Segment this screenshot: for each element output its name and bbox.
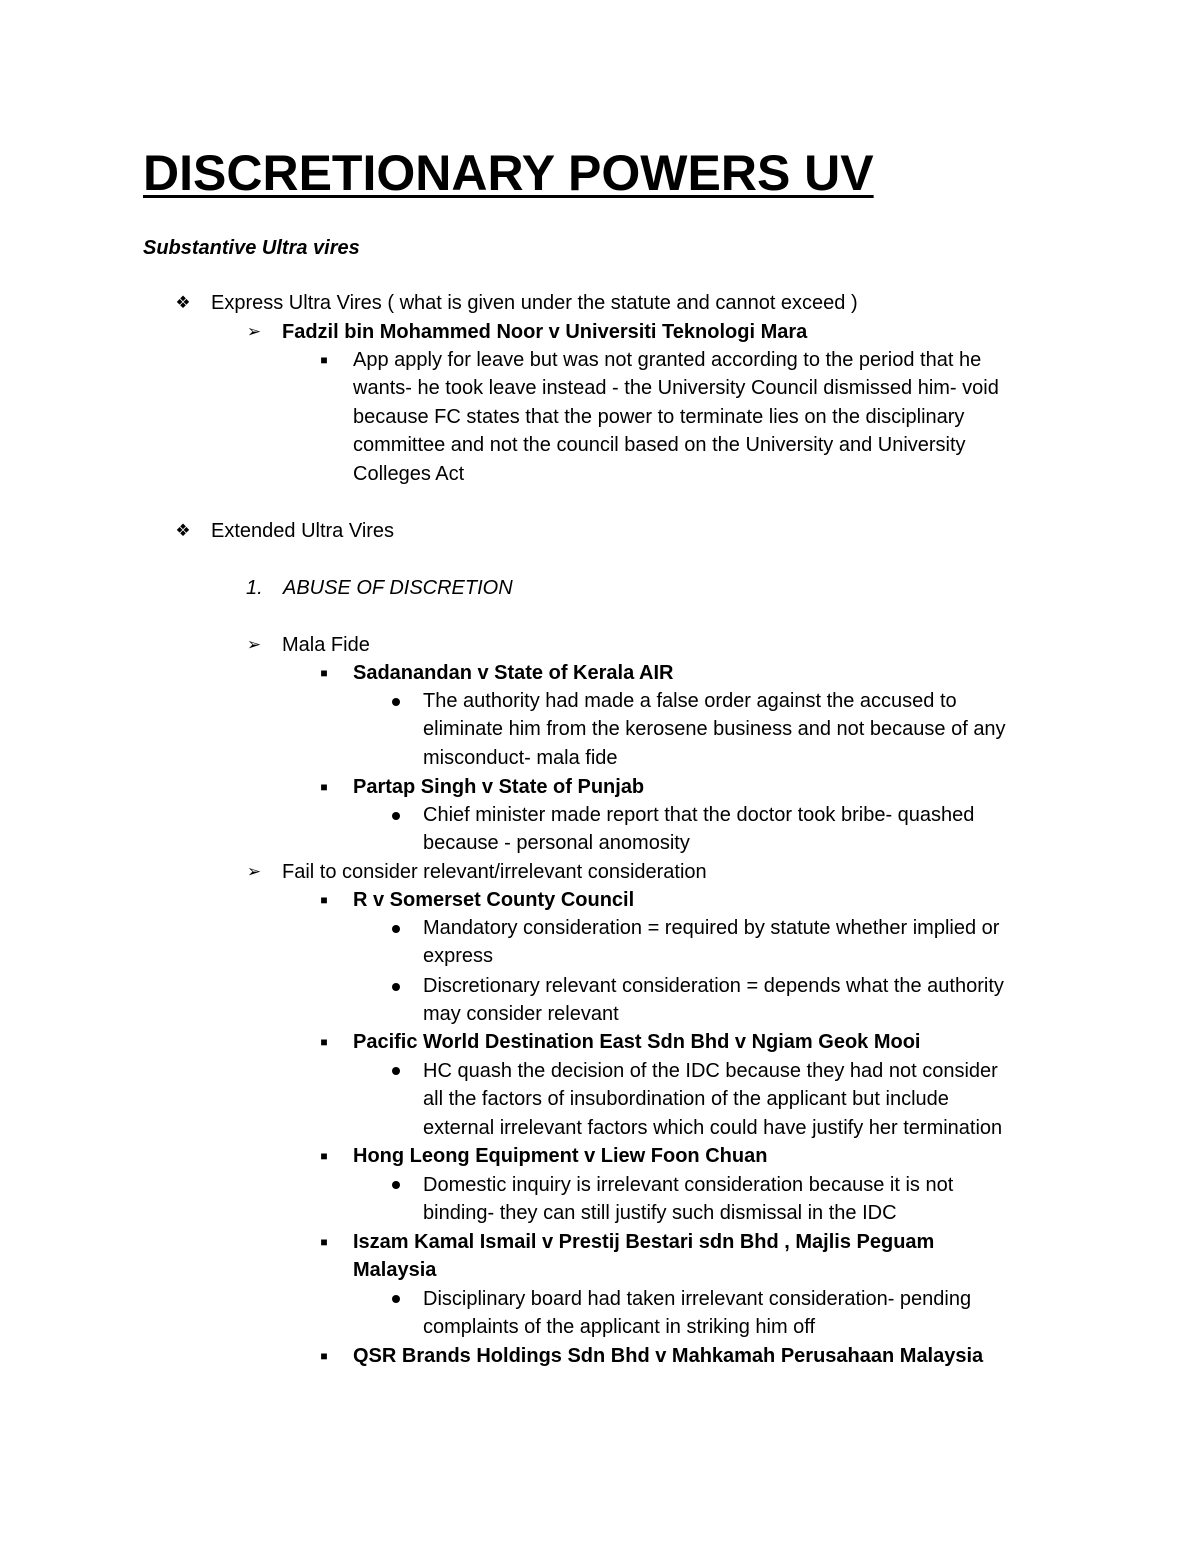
note-line: binding- they can still justify such dismissal in the IDC <box>423 1202 897 1225</box>
note-line: misconduct- mala fide <box>423 746 618 769</box>
dot-bullet-icon <box>392 925 400 933</box>
note-line: committee and not the council based on the University and University <box>353 434 966 457</box>
diamond-bullet-icon: ❖ <box>175 521 191 540</box>
note-line: Colleges Act <box>353 462 465 485</box>
note-line: HC quash the decision of the IDC because they had not consider <box>423 1060 998 1082</box>
subsection-heading: ABUSE OF DISCRETION <box>283 577 513 599</box>
note-line: Disciplinary board had taken irrelevant consideration- pending <box>423 1288 972 1310</box>
arrow-bullet-icon: ➢ <box>246 322 262 341</box>
case-note <box>423 1057 1123 1142</box>
note-line: The authority had made a false order against the accused to <box>423 690 957 712</box>
square-bullet-icon: ■ <box>320 1035 328 1049</box>
mala-fide-heading: Mala Fide <box>282 634 370 656</box>
note-line: because - personal anomosity <box>423 832 690 855</box>
case-note <box>423 1171 1103 1228</box>
case-name-partap: Partap Singh v State of Punjab <box>353 776 645 798</box>
case-name-fadzil: Fadzil bin Mohammed Noor v Universiti Teknologi Mara <box>282 321 808 343</box>
note-line: external irrelevant factors which could have justify her termination <box>423 1116 1003 1139</box>
dot-bullet-icon <box>392 1181 400 1189</box>
dot-bullet-icon <box>392 812 400 820</box>
case-name-iszam <box>353 1228 1073 1285</box>
case-note <box>423 801 1103 858</box>
dot-bullet-icon <box>392 1067 400 1075</box>
case-note <box>423 1285 1103 1342</box>
square-bullet-icon: ■ <box>320 1149 328 1163</box>
arrow-bullet-icon: ➢ <box>246 635 262 654</box>
case-name-pacific-world: Pacific World Destination East Sdn Bhd v Ngiam Geok Mooi <box>353 1031 921 1053</box>
arrow-bullet-icon: ➢ <box>246 862 262 881</box>
note-line: Discretionary relevant consideration = depends what the authority <box>423 975 1004 997</box>
note-line: may consider relevant <box>423 1003 619 1026</box>
case-note <box>423 972 1103 1029</box>
note-line: wants- he took leave instead - the University Council dismissed him- void <box>353 377 999 400</box>
case-name-line: Iszam Kamal Ismail v Prestij Bestari sdn Bhd , Majlis Peguam <box>353 1231 935 1253</box>
note-line: complaints of the applicant in striking him off <box>423 1316 816 1339</box>
note-line: because FC states that the power to terminate lies on the disciplinary <box>353 405 965 428</box>
note-line: Mandatory consideration = required by statute whether implied or <box>423 917 1000 939</box>
square-bullet-icon: ■ <box>320 1349 328 1363</box>
square-bullet-icon: ■ <box>320 353 328 367</box>
extended-heading: Extended Ultra Vires <box>211 520 395 542</box>
case-name-sadanandan: Sadanandan v State of Kerala AIR <box>353 662 674 684</box>
note-line: all the factors of insubordination of the applicant but include <box>423 1088 949 1111</box>
note-line: Domestic inquiry is irrelevant consideration because it is not <box>423 1174 954 1196</box>
dot-bullet-icon <box>392 1295 400 1303</box>
diamond-bullet-icon: ❖ <box>175 293 191 312</box>
page-title: DISCRETIONARY POWERS UV <box>143 145 874 201</box>
list-number: 1. <box>246 577 263 599</box>
dot-bullet-icon <box>392 983 400 991</box>
note-line: express <box>423 945 494 968</box>
express-heading: Express Ultra Vires ( what is given under the statute and cannot exceed ) <box>211 292 858 314</box>
square-bullet-icon: ■ <box>320 893 328 907</box>
case-name-line: Malaysia <box>353 1259 437 1282</box>
case-note-fadzil <box>353 346 1073 488</box>
note-line: App apply for leave but was not granted according to the period that he <box>353 349 982 371</box>
note-line: Chief minister made report that the doctor took bribe- quashed <box>423 804 975 826</box>
section-subtitle: Substantive Ultra vires <box>143 237 360 259</box>
case-note <box>423 914 1103 971</box>
case-name-somerset: R v Somerset County Council <box>353 889 635 911</box>
square-bullet-icon: ■ <box>320 1235 328 1249</box>
case-note <box>423 687 1103 772</box>
case-name-qsr-brands: QSR Brands Holdings Sdn Bhd v Mahkamah Perusahaan Malaysia <box>353 1345 984 1367</box>
note-line: eliminate him from the kerosene business and not because of any <box>423 718 1006 741</box>
relevant-heading: Fail to consider relevant/irrelevant consideration <box>282 861 707 883</box>
dot-bullet-icon <box>392 698 400 706</box>
case-name-hong-leong: Hong Leong Equipment v Liew Foon Chuan <box>353 1145 768 1167</box>
square-bullet-icon: ■ <box>320 666 328 680</box>
square-bullet-icon: ■ <box>320 780 328 794</box>
